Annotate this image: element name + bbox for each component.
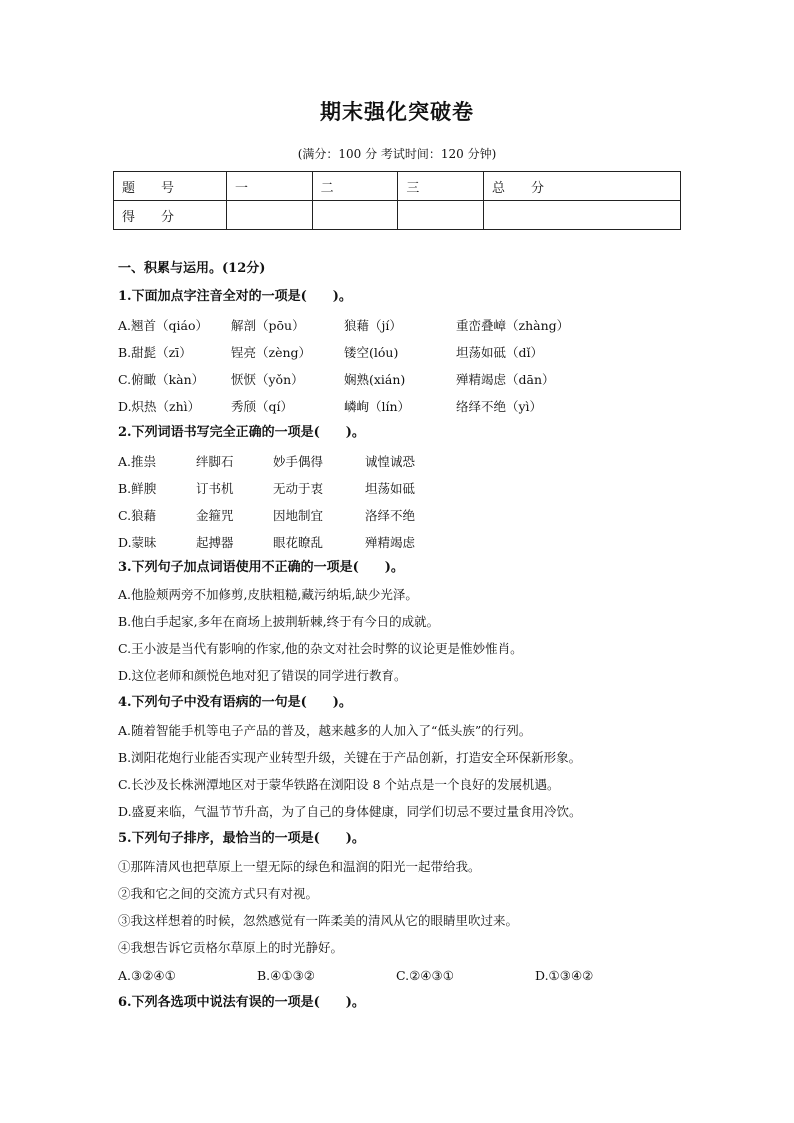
- option-word: 重峦叠嶂（zhàng）: [456, 318, 570, 333]
- sentence-1: ①那阵清风也把草原上一望无际的绿色和温润的阳光一起带给我。: [118, 859, 481, 874]
- option-c: C.②④③①: [396, 968, 454, 983]
- option-d: D.盛夏来临，气温节节升高，为了自己的身体健康，同学们切忌不要过量食用冷饮。: [118, 804, 582, 819]
- option-word: 妙手偶得: [273, 454, 324, 469]
- score-cell[interactable]: [312, 201, 398, 230]
- option-word: 坦荡如砥: [365, 481, 416, 496]
- option-a: A.翘首（qiáo）: [118, 318, 208, 333]
- score-cell[interactable]: [398, 201, 484, 230]
- option-word: 络绎不绝（yì）: [456, 399, 543, 414]
- option-word: 秀颀（qí）: [231, 399, 293, 414]
- option-row: [118, 370, 718, 386]
- option-row: [118, 397, 718, 413]
- question-stem: 4.下列句子中没有语病的一句是( )。: [118, 695, 352, 710]
- option-c: C.狼藉: [118, 508, 157, 523]
- option-b: B.他白手起家,多年在商场上披荆斩棘,终于有今日的成就。: [118, 614, 440, 629]
- option-a: A.他脸颊两旁不加修剪,皮肤粗糙,藏污纳垢,缺少光泽。: [118, 587, 418, 602]
- option-word: 起搏器: [196, 535, 234, 550]
- score-table-score-row: [114, 201, 681, 230]
- option-d: D.蒙昧: [118, 535, 157, 550]
- score-cell[interactable]: [483, 201, 680, 230]
- score-cell: 三: [398, 172, 484, 201]
- score-table: [113, 171, 681, 230]
- option-word: 镂空(lóu): [344, 345, 399, 360]
- option-row: [118, 533, 718, 549]
- option-word: 锃亮（zèng）: [231, 345, 312, 360]
- option-row: [118, 968, 718, 984]
- score-cell[interactable]: [227, 201, 313, 230]
- option-b: B.鲜腴: [118, 481, 157, 496]
- option-word: 眼花瞭乱: [273, 535, 324, 550]
- question-stem: 6.下列各选项中说法有误的一项是( )。: [118, 995, 365, 1010]
- option-b: B.④①③②: [257, 968, 315, 983]
- score-cell: 一: [227, 172, 313, 201]
- exam-subtitle: (满分：100 分 考试时间：120 分钟): [297, 147, 497, 161]
- question-stem: 3.下列句子加点词语使用不正确的一项是( )。: [118, 560, 404, 575]
- option-b: B.浏阳花炮行业能否实现产业转型升级，关键在于产品创新，打造安全环保新形象。: [118, 750, 582, 765]
- sentence-3: ③我这样想着的时候，忽然感觉有一阵柔美的清风从它的眼睛里吹过来。: [118, 913, 519, 928]
- option-word: 金箍咒: [196, 508, 234, 523]
- option-word: 殚精竭虑: [365, 535, 416, 550]
- score-table-header-row: [114, 172, 681, 201]
- score-cell: 题 号: [114, 172, 227, 201]
- option-word: 洛绎不绝: [365, 508, 416, 523]
- option-a: A.③②④①: [118, 968, 176, 983]
- option-word: 绊脚石: [196, 454, 234, 469]
- option-c: C.长沙及长株洲潭地区对于蒙华铁路在浏阳设 8 个站点是一个良好的发展机遇。: [118, 777, 560, 792]
- section-heading: 一、积累与运用。(12分): [118, 261, 266, 276]
- option-row: [118, 452, 718, 468]
- option-word: 解剖（pōu）: [231, 318, 305, 333]
- option-word: 殚精竭虑（dān）: [456, 372, 555, 387]
- option-word: 娴熟(xián): [344, 372, 406, 387]
- option-a: A.随着智能手机等电子产品的普及，越来越多的人加入了“低头族”的行列。: [118, 723, 532, 738]
- exam-title: 期末强化突破卷: [320, 99, 474, 124]
- option-row: [118, 479, 718, 495]
- option-word: 因地制宜: [273, 508, 324, 523]
- option-c: C.俯瞰（kàn）: [118, 372, 205, 387]
- option-a: A.推祟: [118, 454, 157, 469]
- option-word: 嶙峋（lín）: [344, 399, 411, 414]
- sentence-2: ②我和它之间的交流方式只有对视。: [118, 886, 319, 901]
- option-word: 坦荡如砥（dǐ）: [456, 345, 543, 360]
- score-cell: 得 分: [114, 201, 227, 230]
- question-stem: 5.下列句子排序，最恰当的一项是( )。: [118, 831, 365, 846]
- option-d: D.这位老师和颜悦色地对犯了错误的同学进行教育。: [118, 668, 407, 683]
- option-d: D.炽热（zhì）: [118, 399, 201, 414]
- option-word: 订书机: [196, 481, 234, 496]
- option-word: 诚惶诚恐: [365, 454, 416, 469]
- option-c: C.王小波是当代有影响的作家,他的杂文对社会时弊的议论更是惟妙惟肖。: [118, 641, 523, 656]
- score-cell: 总 分: [483, 172, 680, 201]
- option-d: D.①③④②: [535, 968, 594, 983]
- question-stem: 2.下列词语书写完全正确的一项是( )。: [118, 425, 365, 440]
- option-row: [118, 506, 718, 522]
- option-word: 恹恹（yǒn）: [231, 372, 304, 387]
- option-word: 无动于衷: [273, 481, 324, 496]
- question-stem: 1.下面加点字注音全对的一项是( )。: [118, 289, 352, 304]
- score-cell: 二: [312, 172, 398, 201]
- option-word: 狼藉（jí）: [344, 318, 402, 333]
- option-b: B.甜髭（zī）: [118, 345, 192, 360]
- sentence-4: ④我想告诉它贡格尔草原上的时光静好。: [118, 940, 344, 955]
- option-row: [118, 343, 718, 359]
- option-row: [118, 316, 718, 332]
